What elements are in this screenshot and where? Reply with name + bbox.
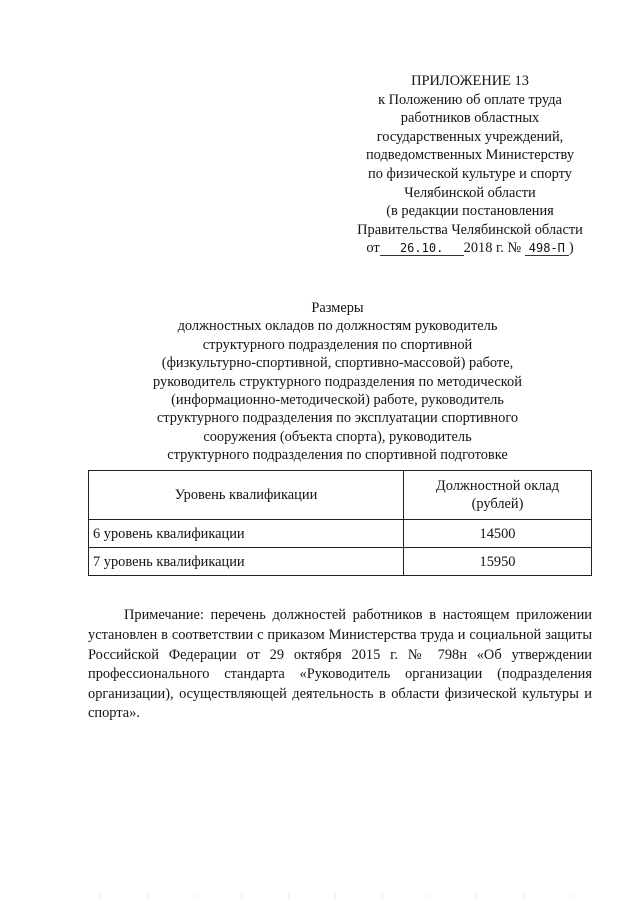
appendix-line: Челябинской области (404, 184, 536, 201)
date-prefix: от (366, 240, 380, 257)
header-salary-label: Должностной оклад (435, 478, 560, 494)
note-paragraph: Примечание: перечень должностей работников в настоящем приложении установлен в соответствии с приказом Министерства труда и социальной защиты Российской Федерации от 29 октября 2015 г. № 798н «Об утверждении профессионального стандарта «Руководитель организации (подразделения организации), осуществляющей деятельность в области физической культуры и спорта». (88, 607, 592, 722)
appendix-line: по физической культуре и спорту (368, 165, 572, 182)
heading-title: Размеры (311, 300, 364, 316)
appendix-line: к Положению об оплате труда (378, 91, 562, 108)
year-text: 2018 г. № (463, 240, 522, 257)
heading-line: структурного подразделения по спортивной подготовке (167, 447, 508, 464)
resolution-number: 498-П (525, 241, 569, 256)
appendix-line: подведомственных Министерству (365, 147, 575, 164)
qualification-level-cell: 7 уровень квалификации (89, 548, 404, 576)
salary-cell: 15950 (404, 548, 592, 576)
salary-table (88, 470, 592, 576)
table-header-row (89, 471, 592, 520)
heading-line: структурного подразделения по эксплуатации спортивного (156, 410, 519, 427)
appendix-line: работников областных (400, 110, 540, 127)
document-heading (60, 299, 615, 465)
heading-line: руководитель структурного подразделения по методической (153, 373, 522, 390)
table-row (89, 548, 592, 576)
header-salary-unit: (рублей) (471, 496, 524, 512)
header-salary (404, 471, 592, 520)
closing-paren: ) (568, 240, 574, 257)
heading-line: сооружения (объекта спорта), руководитель (203, 428, 472, 445)
appendix-line: (в редакции постановления (386, 203, 554, 220)
table-row (89, 520, 592, 548)
heading-line: структурного подразделения по спортивной (202, 336, 473, 353)
appendix-line: Правительства Челябинской области (357, 221, 583, 238)
resolution-date: 26.10. (380, 241, 464, 256)
appendix-line: государственных учреждений, (376, 128, 564, 145)
heading-line: должностных окладов по должностям руководитель (177, 318, 498, 335)
appendix-block (335, 72, 605, 258)
salary-cell: 14500 (404, 520, 592, 548)
appendix-date-line (335, 239, 605, 258)
heading-line: (физкультурно-спортивной, спортивно-массовой) работе, (161, 355, 514, 372)
header-qualification-level: Уровень квалификации (89, 471, 404, 520)
qualification-level-cell: 6 уровень квалификации (89, 520, 404, 548)
heading-line: (информационно-методической) работе, руководитель (171, 392, 504, 409)
scan-artifacts (100, 893, 580, 899)
appendix-title: ПРИЛОЖЕНИЕ 13 (411, 73, 529, 89)
